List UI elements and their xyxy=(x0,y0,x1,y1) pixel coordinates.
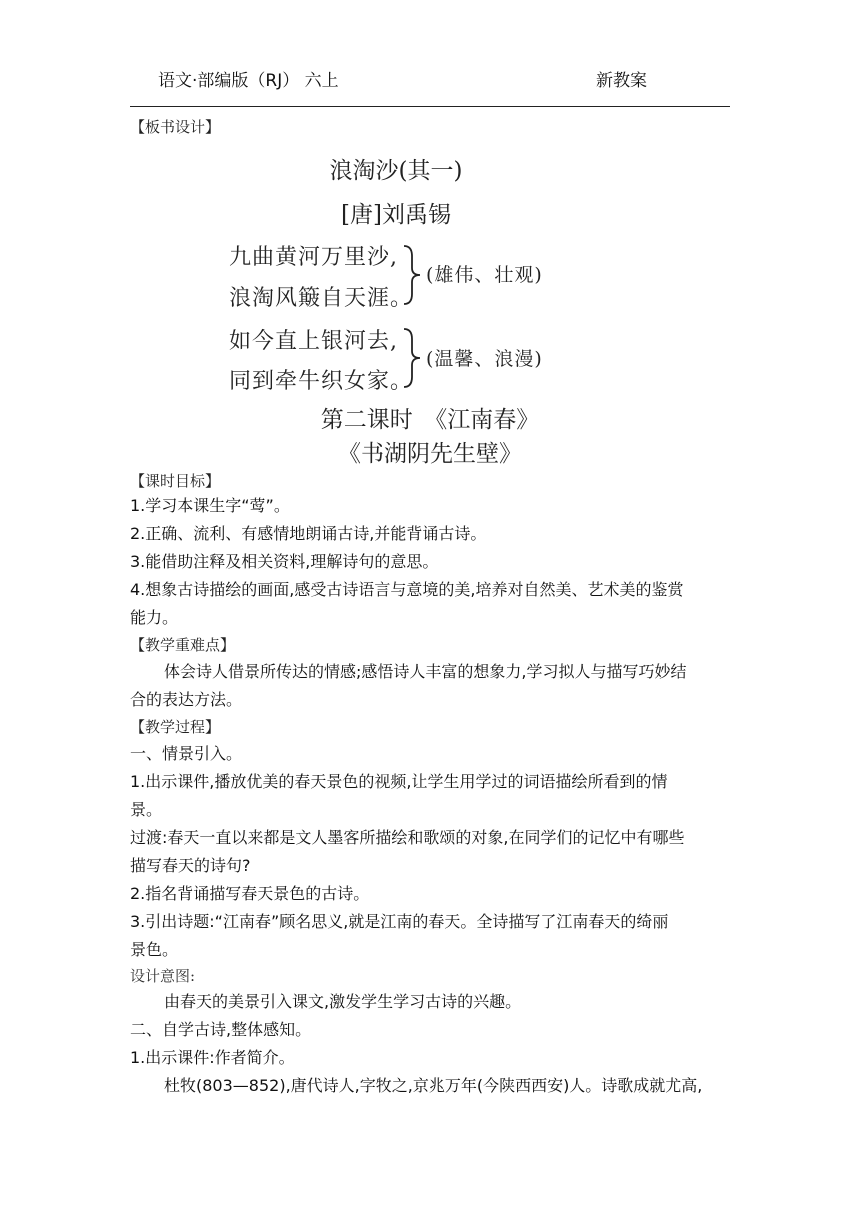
header-divider xyxy=(130,106,730,107)
right-brace-icon xyxy=(400,327,424,389)
design-intent-text: 由春天的美景引入课文,激发学生学习古诗的兴趣。 xyxy=(164,992,522,1011)
poem-line-4: 同到牵牛织女家。 xyxy=(229,369,414,394)
poem-line-3: 如今直上银河去, xyxy=(229,329,398,354)
goal-item: 3.能借助注释及相关资料,理解诗句的意思。 xyxy=(130,552,439,571)
process-line: 一、情景引入。 xyxy=(130,744,243,763)
goals-heading: 【课时目标】 xyxy=(130,472,221,490)
board-heading: 【板书设计】 xyxy=(130,118,221,136)
process-line: 描写春天的诗句? xyxy=(130,856,251,875)
header-doc-type: 新教案 xyxy=(596,71,647,91)
header-subject: 语文·部编版（RJ） 六上 xyxy=(158,71,339,91)
poem-line-2: 浪淘风簸自天涯。 xyxy=(229,286,414,311)
board-poem-author: [唐]刘禹锡 xyxy=(341,202,451,228)
poem-line-1: 九曲黄河万里沙, xyxy=(229,245,398,270)
keypoints-text: 体会诗人借景所传达的情感;感悟诗人丰富的想象力,学习拟人与描写巧妙结 xyxy=(164,662,687,681)
process-line: 1.出示课件,播放优美的春天景色的视频,让学生用学过的词语描绘所看到的情 xyxy=(130,772,668,791)
process-line: 二、自学古诗,整体感知。 xyxy=(130,1020,312,1039)
goal-item: 4.想象古诗描绘的画面,感受古诗语言与意境的美,培养对自然美、艺术美的鉴赏 xyxy=(130,580,684,599)
author-bio-text: 杜牧(803—852),唐代诗人,字牧之,京兆万年(今陕西西安)人。诗歌成就尤高, xyxy=(164,1076,703,1095)
process-line: 1.出示课件:作者简介。 xyxy=(130,1048,295,1067)
process-line: 景。 xyxy=(130,800,163,819)
keypoints-text-continued: 合的表达方法。 xyxy=(130,690,243,709)
process-heading: 【教学过程】 xyxy=(130,718,221,736)
lesson-title-line-1: 第二课时 《江南春》 xyxy=(320,407,540,433)
design-intent-label: 设计意图: xyxy=(130,967,196,985)
lesson-title-line-2: 《书湖阴先生壁》 xyxy=(338,441,522,467)
process-line: 景色。 xyxy=(130,940,179,959)
process-line: 过渡:春天一直以来都是文人墨客所描绘和歌颂的对象,在同学们的记忆中有哪些 xyxy=(130,828,685,847)
goal-item: 2.正确、流利、有感情地朗诵古诗,并能背诵古诗。 xyxy=(130,524,487,543)
group1-note: (雄伟、壮观) xyxy=(426,264,543,286)
process-line: 2.指名背诵描写春天景色的古诗。 xyxy=(130,884,370,903)
group2-note: (温馨、浪漫) xyxy=(426,348,543,370)
right-brace-icon xyxy=(400,244,424,306)
keypoints-heading: 【教学重难点】 xyxy=(130,636,236,654)
goal-item: 1.学习本课生字“莺”。 xyxy=(130,496,290,515)
process-line: 3.引出诗题:“江南春”顾名思义,就是江南的春天。全诗描写了江南春天的绮丽 xyxy=(130,912,669,931)
goal-item-continued: 能力。 xyxy=(130,608,179,627)
board-poem-title: 浪淘沙(其一) xyxy=(329,158,463,184)
